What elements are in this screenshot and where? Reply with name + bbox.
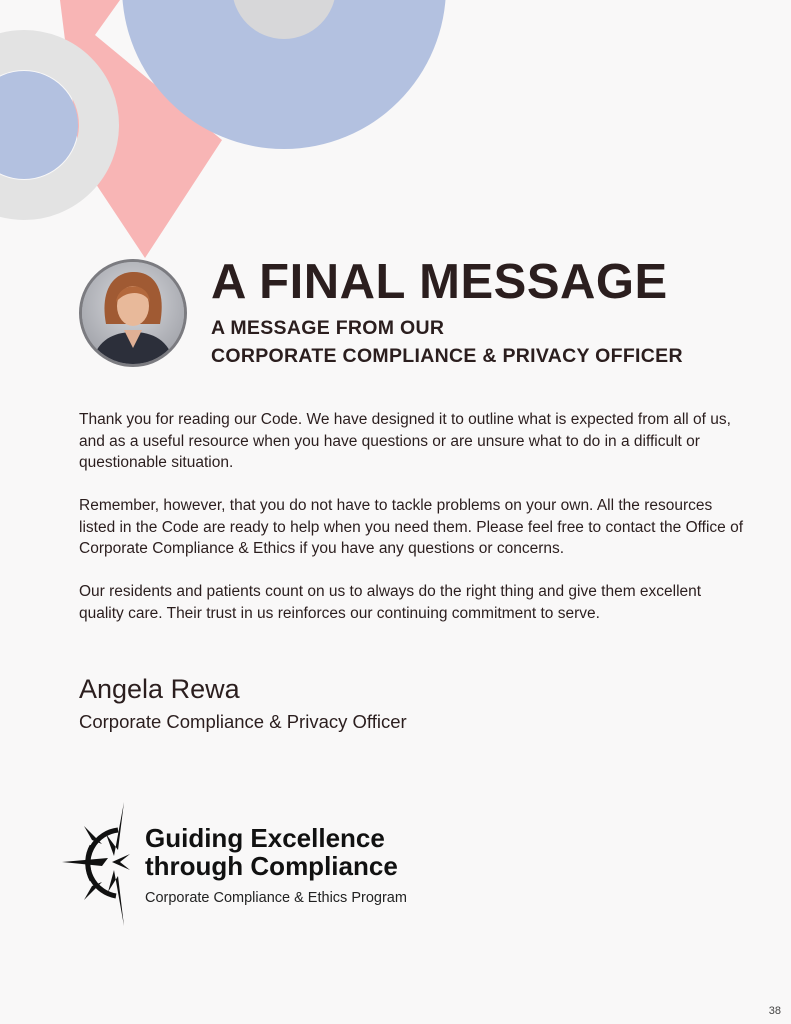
page-title: A FINAL MESSAGE (211, 255, 668, 309)
decorative-shapes (0, 0, 791, 270)
program-logo-text (145, 824, 407, 907)
page-subtitle (211, 314, 683, 370)
logo-tagline-line2: through Compliance (145, 851, 398, 881)
signature-role: Corporate Compliance & Privacy Officer (79, 711, 407, 732)
body-paragraph: Thank you for reading our Code. We have designed it to outline what is expected from all of us, and as a useful resource when you have questions or are unsure what to do in a difficult or questionable situation. (79, 411, 731, 471)
compass-star-icon (62, 800, 134, 928)
logo-tagline-line1: Guiding Excellence (145, 823, 385, 853)
body-paragraph: Remember, however, that you do not have to tackle problems on your own. All the resources listed in the Code are ready to help when you need them. Please feel free to contact the Office of Corporate Compliance & Ethics if you have any questions or concerns. (79, 497, 744, 557)
message-body (79, 409, 749, 646)
logo-program-name: Corporate Compliance & Ethics Program (145, 890, 407, 906)
signature-name: Angela Rewa (79, 674, 240, 704)
officer-portrait (79, 259, 187, 367)
subtitle-line: A MESSAGE FROM OUR (211, 317, 445, 339)
page-number: 38 (768, 1005, 781, 1017)
body-paragraph: Our residents and patients count on us to always do the right thing and give them excellent quality care. Their trust in us reinforces our continuing commitment to serve. (79, 583, 702, 622)
subtitle-line: CORPORATE COMPLIANCE & PRIVACY OFFICER (211, 345, 683, 367)
